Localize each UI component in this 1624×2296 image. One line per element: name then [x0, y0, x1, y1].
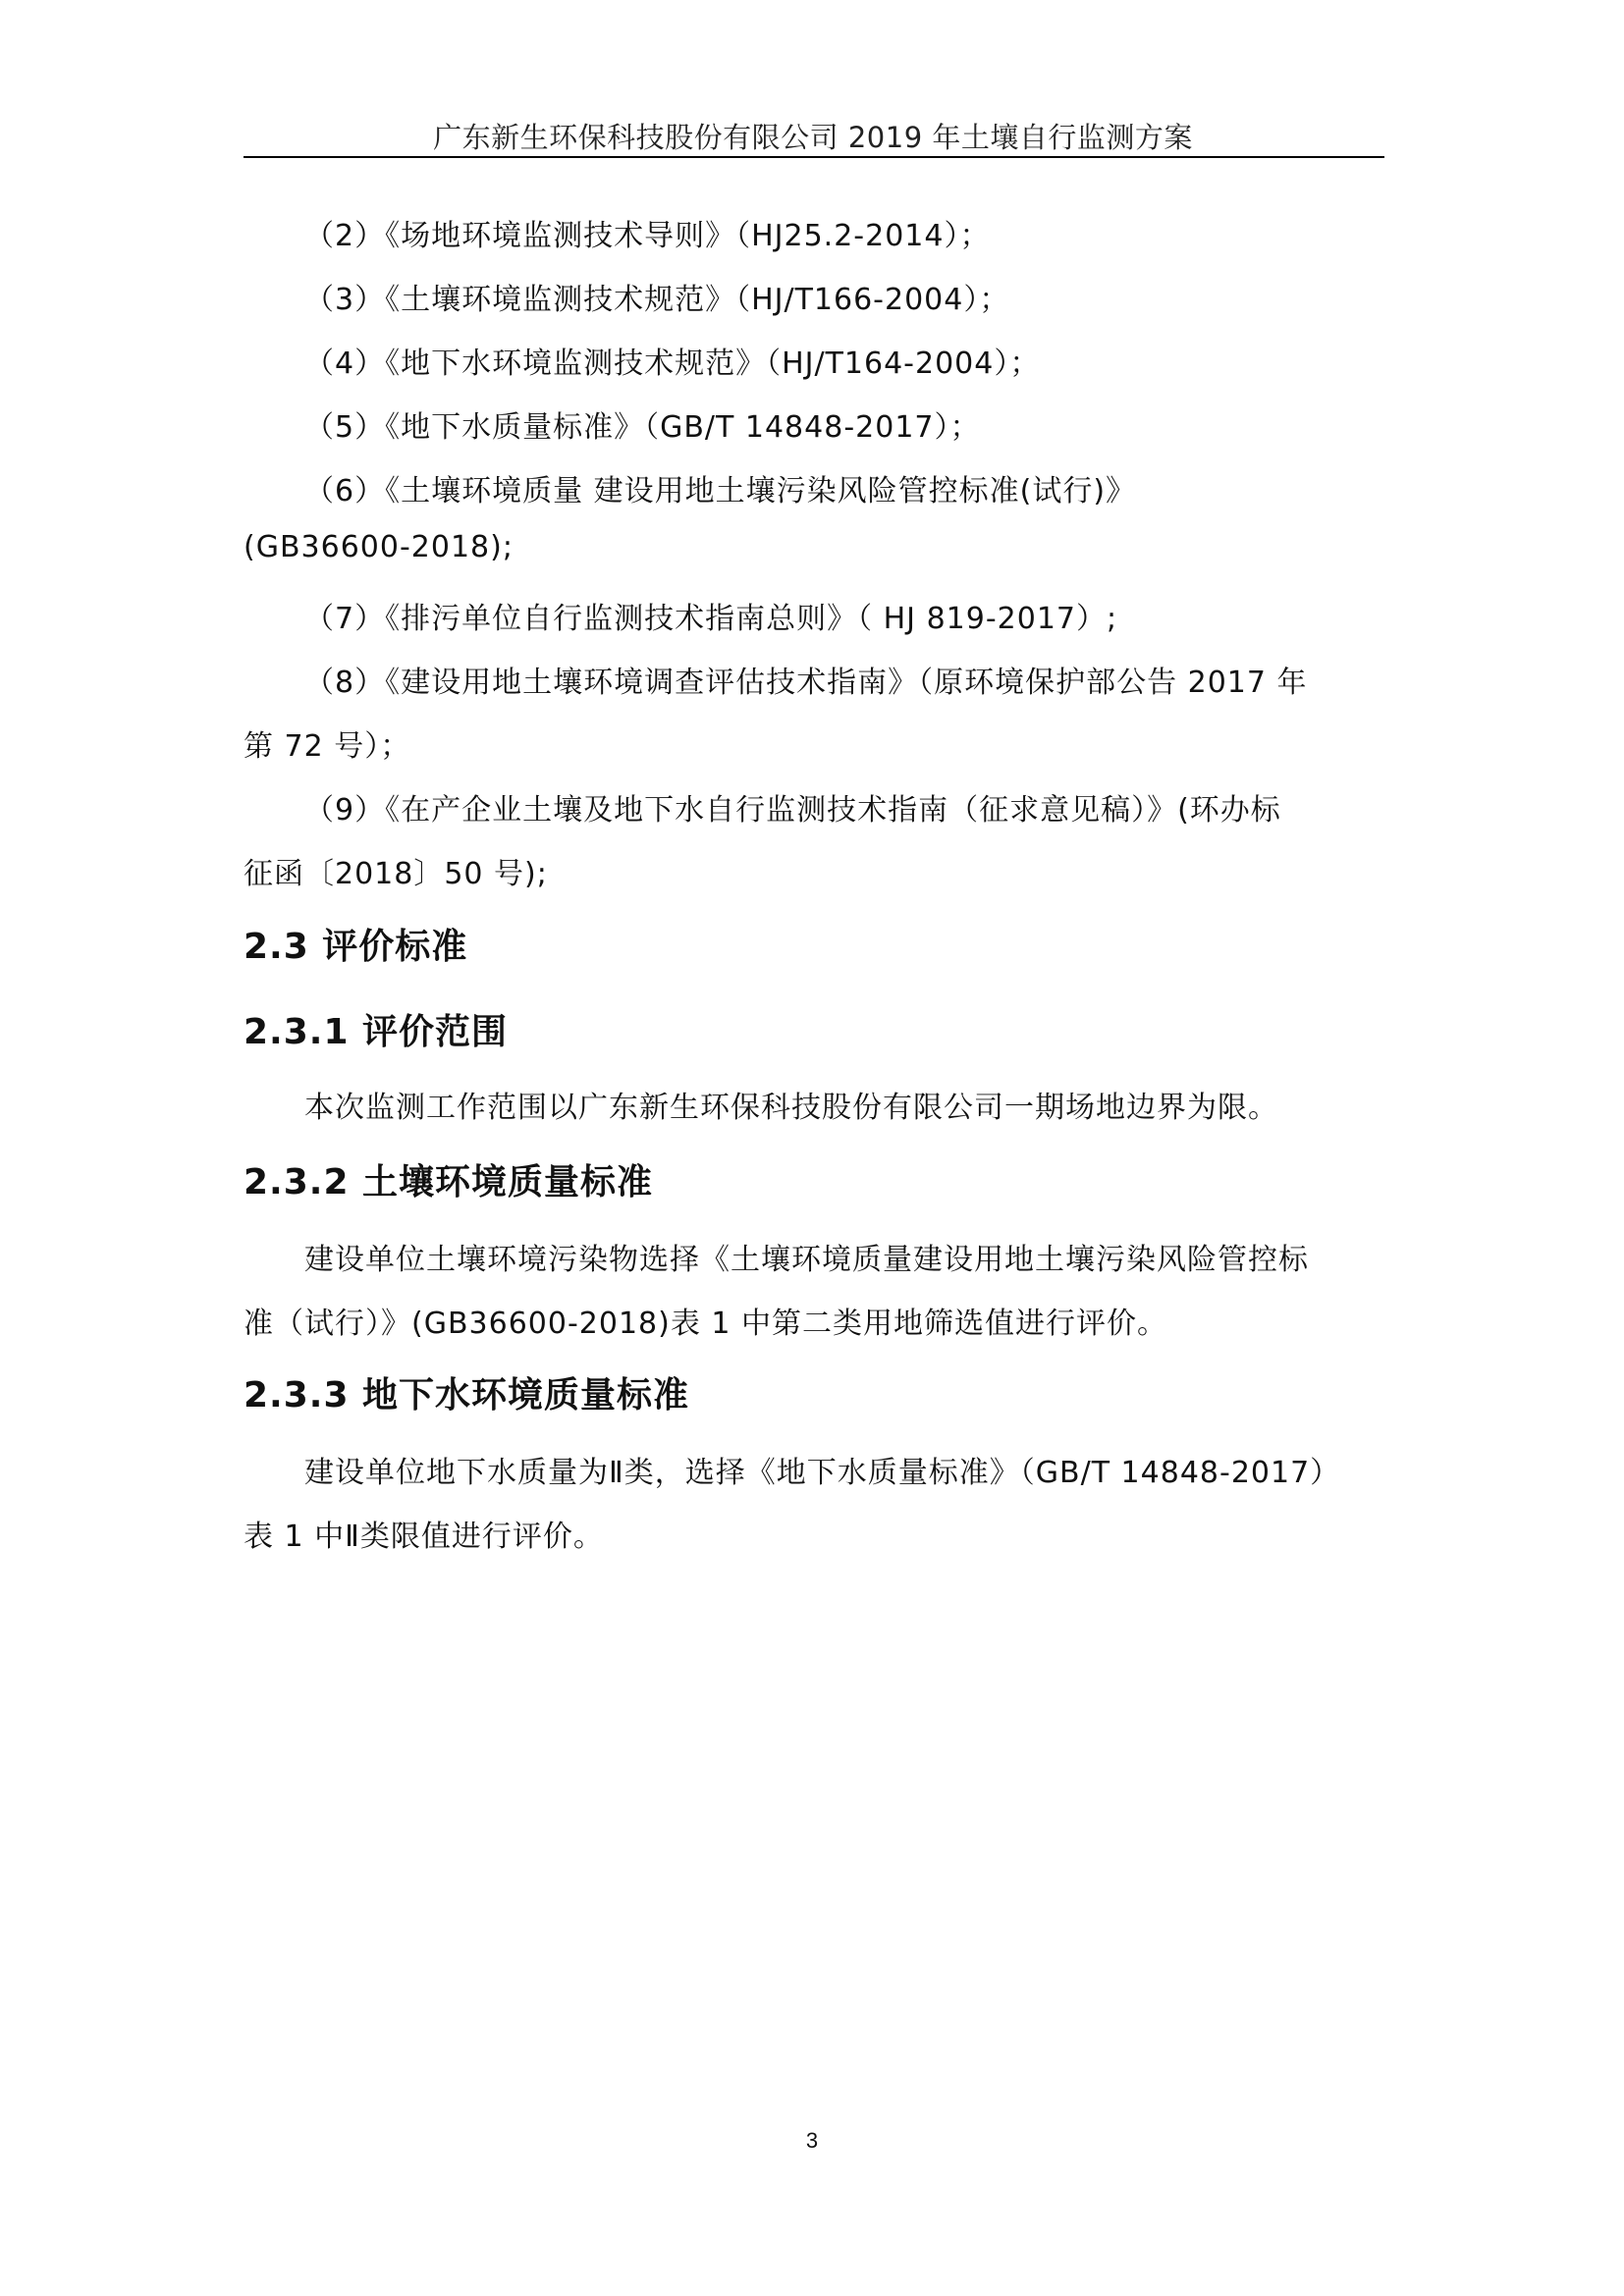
section-heading-2-3: 2.3 评价标准: [244, 927, 468, 967]
reference-item-6-line2: (GB36600-2018);: [244, 530, 514, 564]
page-header: 广东新生环保科技股份有限公司 2019 年土壤自行监测方案: [433, 121, 1193, 154]
reference-item-7: （7）《排污单位自行监测技术指南总则》（ HJ 819-2017）;: [304, 602, 1118, 636]
section-2-3-2-body-line2: 准（试行）》(GB36600-2018)表 1 中第二类用地筛选值进行评价。: [244, 1307, 1168, 1341]
section-heading-2-3-2: 2.3.2 土壤环境质量标准: [244, 1162, 654, 1202]
reference-item-5: （5）《地下水质量标准》（GB/T 14848-2017）；: [304, 410, 981, 445]
reference-item-8-line2: 第 72 号）；: [244, 729, 411, 764]
section-2-3-3-body-line1: 建设单位地下水质量为Ⅱ类，选择《地下水质量标准》（GB/T 14848-2017）: [304, 1456, 1341, 1490]
header-divider: [244, 156, 1384, 158]
reference-item-9-line2: 征函〔2018〕50 号);: [244, 857, 548, 891]
section-2-3-3-body-line2: 表 1 中Ⅱ类限值进行评价。: [244, 1520, 604, 1554]
page-number: 3: [805, 2128, 819, 2153]
section-heading-2-3-3: 2.3.3 地下水环境质量标准: [244, 1375, 690, 1415]
reference-item-8-line1: （8）《建设用地土壤环境调查评估技术指南》（原环境保护部公告 2017 年: [304, 666, 1308, 700]
reference-item-9-line1: （9）《在产企业土壤及地下水自行监测技术指南（征求意见稿）》(环办标: [304, 793, 1281, 828]
reference-item-6-line1: （6）《土壤环境质量 建设用地土壤污染风险管控标准(试行)》: [304, 474, 1137, 508]
reference-item-4: （4）《地下水环境监测技术规范》（HJ/T164-2004）；: [304, 347, 1041, 381]
section-2-3-1-body: 本次监测工作范围以广东新生环保科技股份有限公司一期场地边界为限。: [304, 1091, 1278, 1125]
reference-item-3: （3）《土壤环境监测技术规范》（HJ/T166-2004）；: [304, 283, 1010, 317]
reference-item-2: （2）《场地环境监测技术导则》（HJ25.2-2014）；: [304, 219, 991, 253]
section-2-3-2-body-line1: 建设单位土壤环境污染物选择《土壤环境质量建设用地土壤污染风险管控标: [304, 1243, 1309, 1277]
section-heading-2-3-1: 2.3.1 评价范围: [244, 1012, 509, 1052]
